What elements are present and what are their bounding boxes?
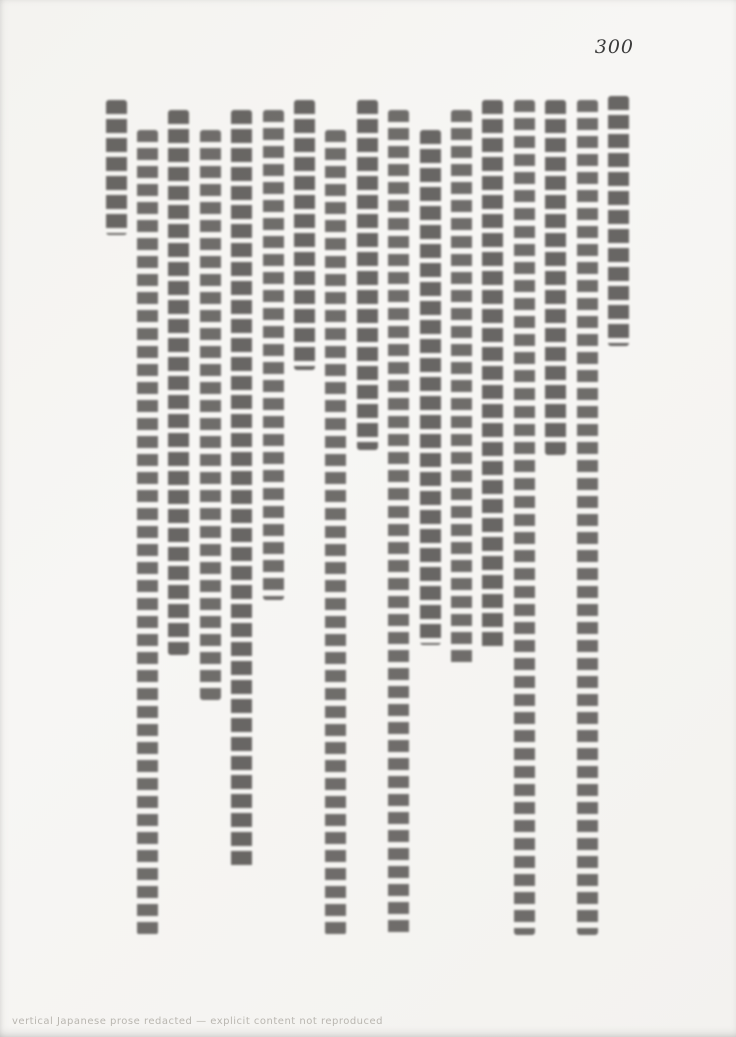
redacted-text-line [420,130,441,645]
redacted-text-line [325,130,346,935]
page-number: 300 [594,36,634,58]
redacted-text-line [514,100,535,935]
redacted-text-line [137,130,158,935]
redacted-text-line [294,100,315,370]
redacted-text-line [168,110,189,655]
redacted-text-line [388,110,409,935]
redacted-text-line [200,130,221,700]
redacted-text-line [451,110,472,665]
redacted-text-line [482,100,503,650]
redaction-note: vertical Japanese prose redacted — explicit content not reproduced [12,1016,384,1027]
redacted-text-line [106,100,127,235]
redacted-text-line [608,96,629,346]
redacted-text-line [263,110,284,600]
redacted-text-line [357,100,378,450]
redacted-text-line [545,100,566,455]
redacted-text-line [577,100,598,935]
redacted-text-line [231,110,252,870]
